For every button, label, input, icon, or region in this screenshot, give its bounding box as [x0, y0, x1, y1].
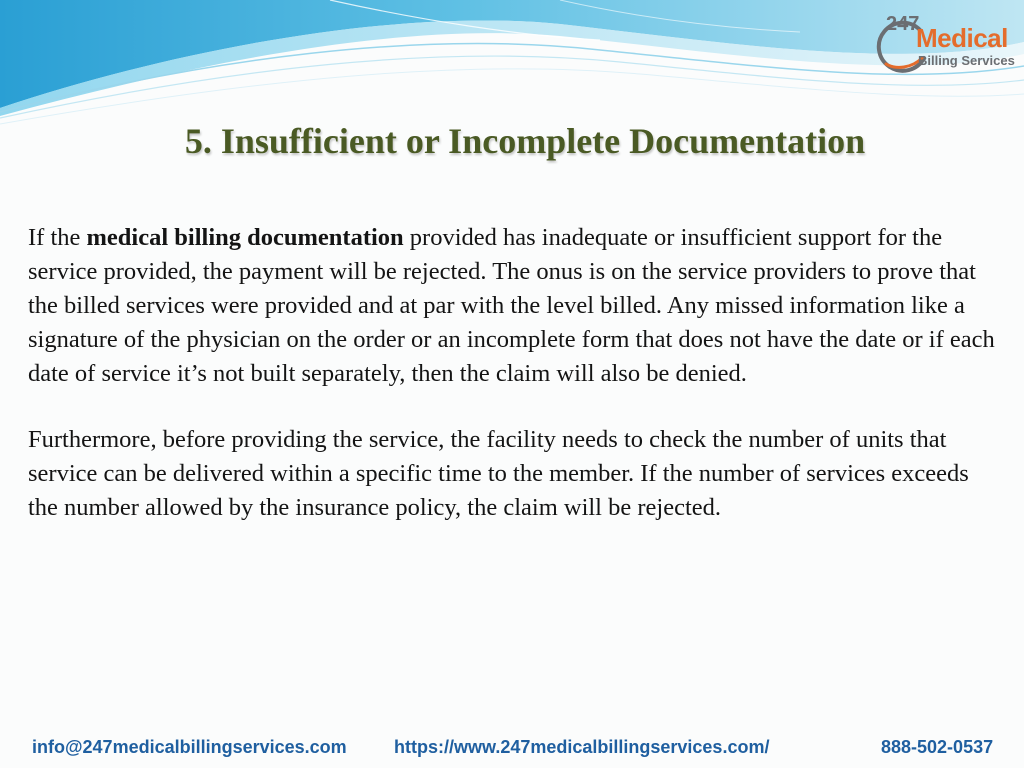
paragraph-1	[28, 221, 998, 391]
company-logo	[872, 14, 1022, 76]
paragraph-1-rest: provided has inadequate or insufficient support for the service provided, the payment will be rejected. The onus is on the service providers to prove that the billed services were provided and at par with the level billed. Any missed information like a signature of the physician on the order or an incomplete form that does not have the date or if each date of service it’s not built separately, then the claim will also be denied.	[28, 224, 995, 387]
logo-subtitle: Billing Services	[918, 53, 1015, 68]
paragraph-2: Furthermore, before providing the service, the facility needs to check the number of units that service can be delivered within a specific time to the member. If the number of services exceeds the number allowed by the insurance policy, the claim will be rejected.	[28, 426, 969, 521]
logo-name: Medical	[916, 23, 1008, 53]
footer-phone[interactable]: 888-502-0537	[881, 737, 994, 757]
slide-title: 5. Insufficient or Incomplete Documentation	[184, 121, 866, 161]
logo-number: 24​7	[886, 13, 920, 35]
paragraph-1-intro: If the	[28, 224, 87, 251]
paragraph-1-emphasis: medical billing documentation	[86, 224, 404, 251]
slide-body	[28, 221, 998, 557]
header-wave-decoration	[0, 0, 1024, 130]
footer-website-link[interactable]: https://www.247medicalbillingservices.com/	[394, 737, 770, 757]
footer-contact-bar	[0, 734, 1024, 760]
footer-email-link[interactable]: info@247medicalbillingservices.com	[32, 737, 347, 757]
